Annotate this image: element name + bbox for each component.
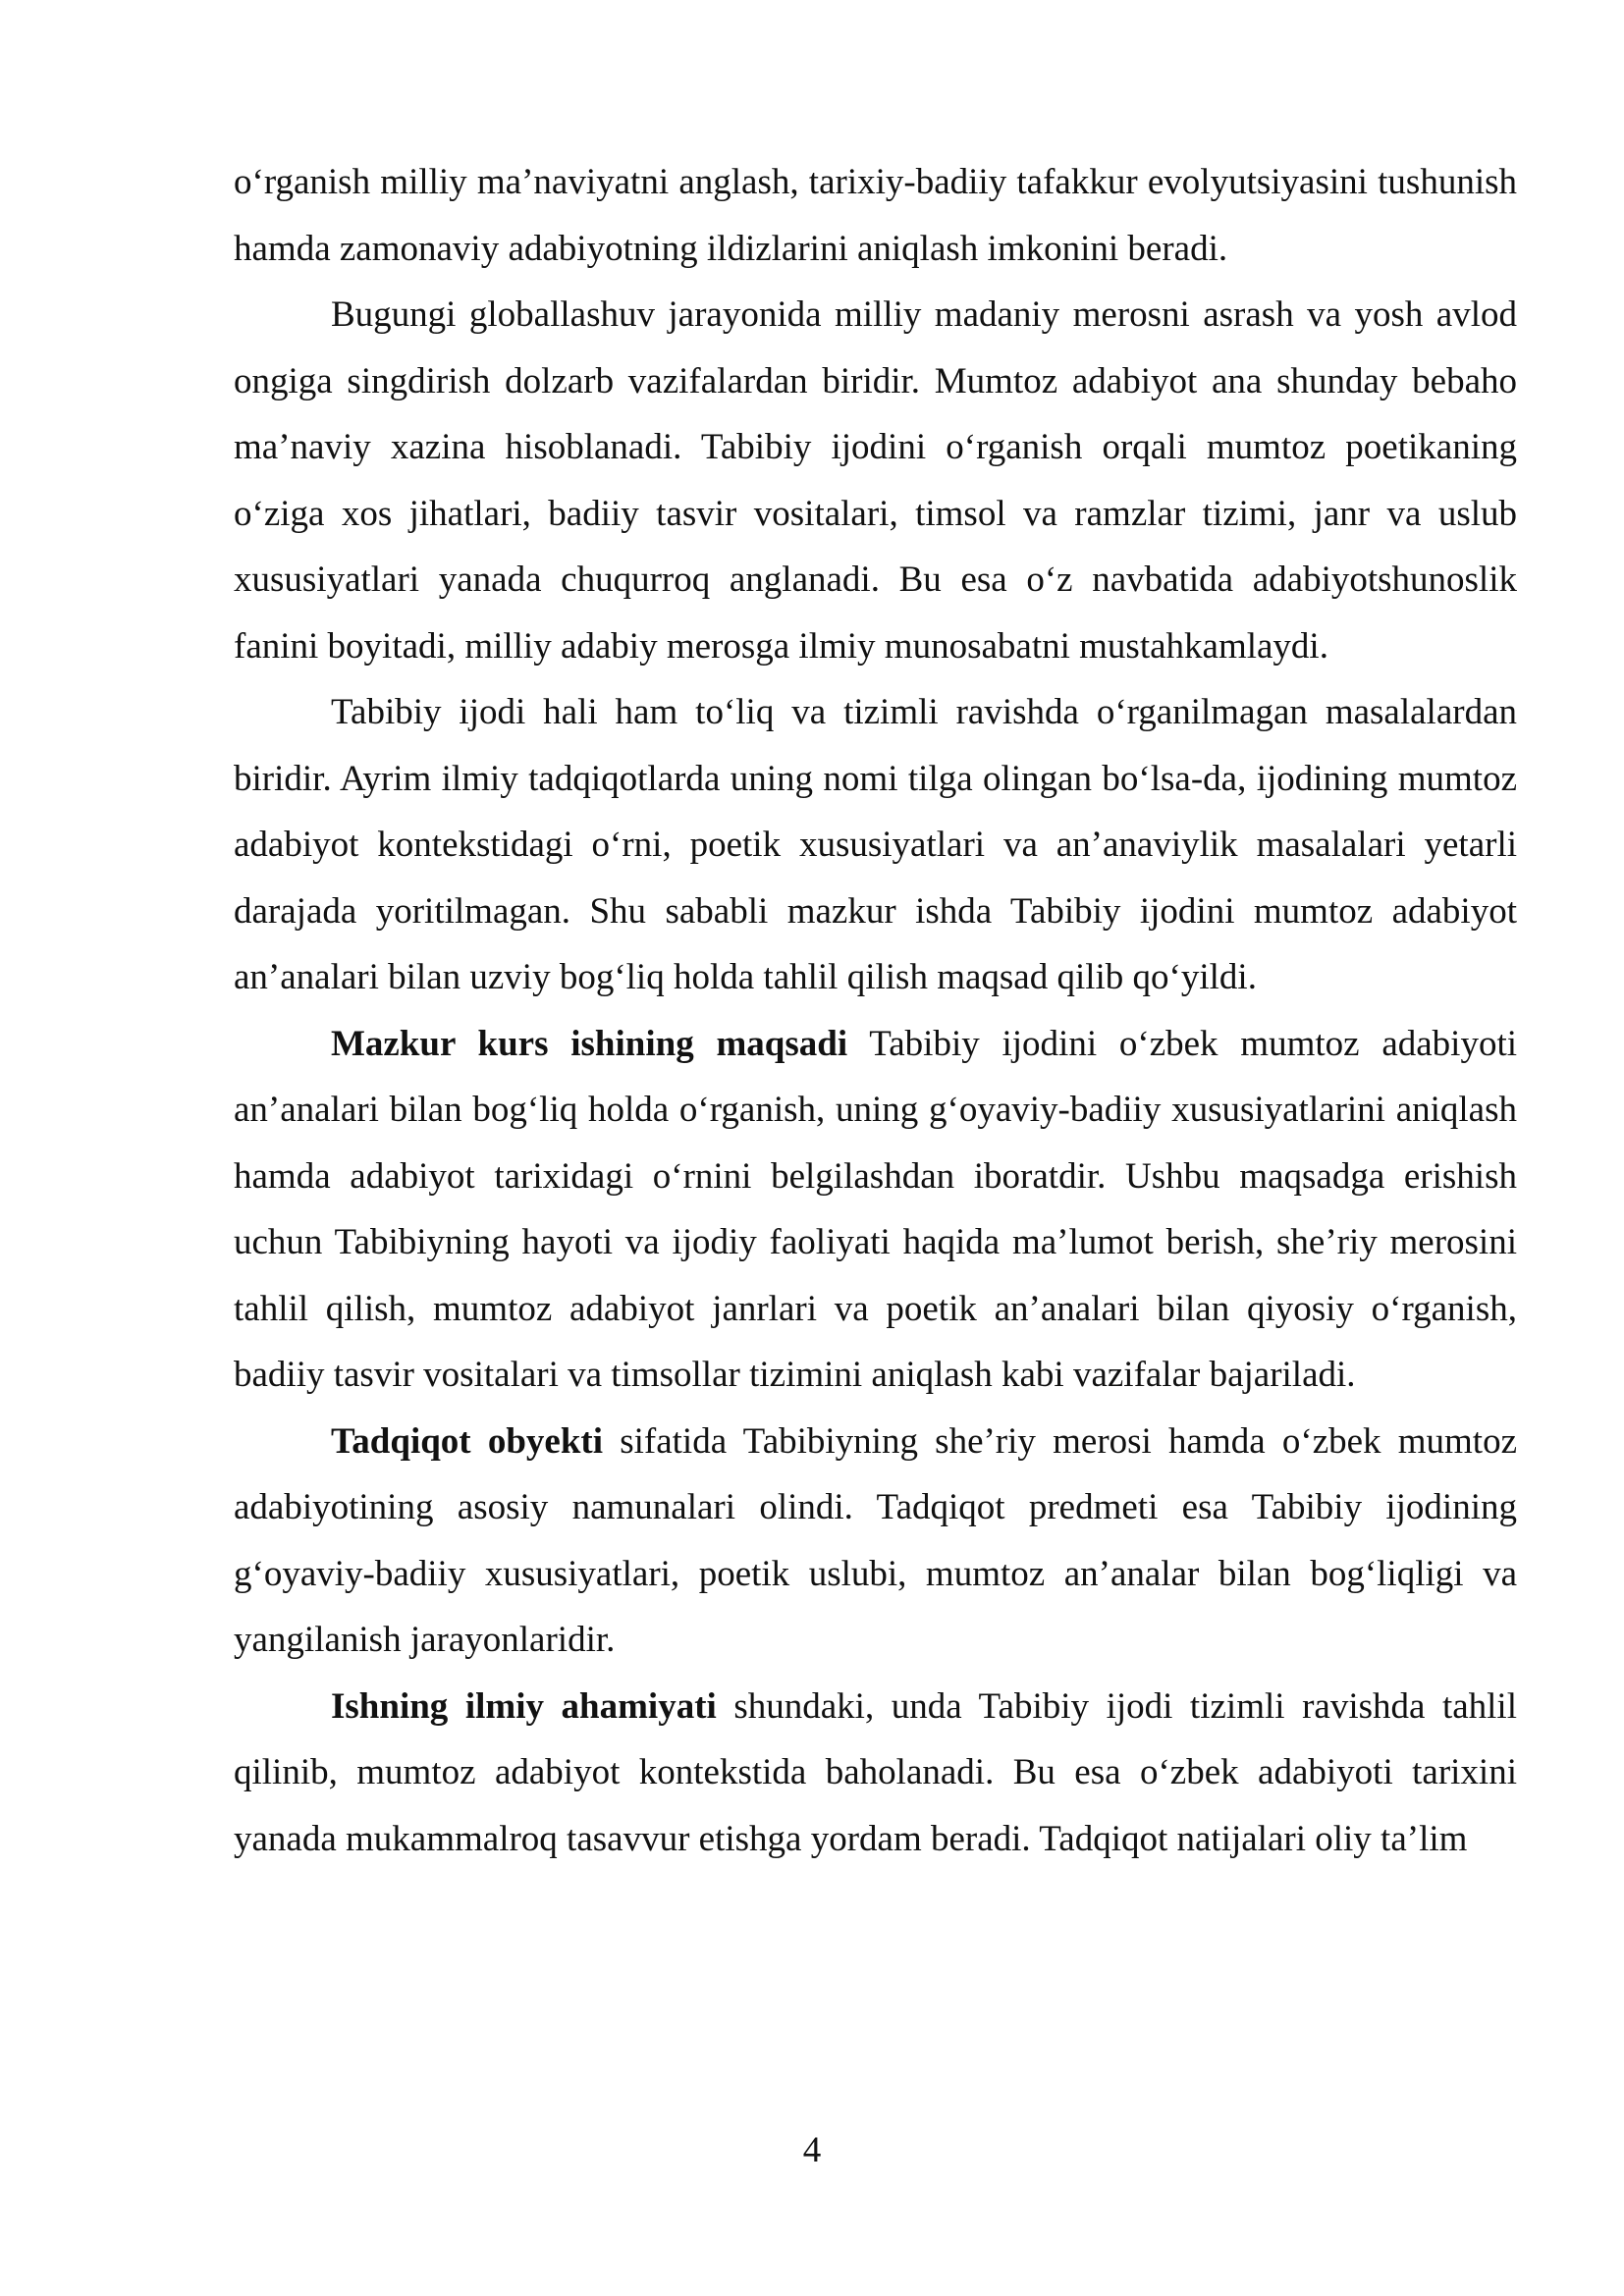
paragraph-text: sifatida Tabibiyning she’riy merosi hamda o‘zbek mumtoz adabiyotining asosiy namunalari olindi. Tadqiqot predmeti esa Tabibiy ijodining g‘oyaviy-badiiy xususiyatlari, poetik uslubi, mumtoz an’analar bilan bog‘liqligi va yangilanish jarayonlaridir. — [234, 1420, 1518, 1660]
paragraph-globalization — [234, 282, 1517, 679]
paragraph-text: o‘rganish milliy ma’naviyatni anglash, tarixiy-badiiy tafakkur evolyutsiyasini tushunish hamda zamonaviy adabiyotning ildizlarini aniqlash imkonini beradi. — [234, 162, 1517, 269]
page-number: 4 — [802, 2130, 822, 2170]
paragraph-continuation — [234, 149, 1517, 282]
paragraph-research-gap — [234, 679, 1517, 1011]
paragraph-goal — [234, 1011, 1517, 1409]
paragraph-lead-bold: Mazkur kurs ishining maqsadi — [331, 1023, 848, 1064]
paragraph-object — [234, 1409, 1517, 1674]
paragraph-text: Tabibiy ijodi hali ham to‘liq va tizimli ravishda o‘rganilmagan masalalardan biridir. Ayrim ilmiy tadqiqotlarda uning nomi tilga olingan bo‘lsa-da, ijodining mumtoz adabiyot kontekstidagi o‘rni, poetik xususiyatlari va an’anaviylik masalalari yetarli darajada yoritilmagan. Shu sababli mazkur ishda Tabibiy ijodini mumtoz adabiyot an’analari bilan uzviy bog‘liq holda tahlil qilish maqsad qilib qo‘yildi. — [234, 692, 1517, 997]
paragraph-lead-bold: Ishning ilmiy ahamiyati — [331, 1685, 717, 1727]
paragraph-text: shundaki, unda Tabibiy ijodi tizimli ravishda tahlil qilinib, mumtoz adabiyot kontekstida baholanadi. Bu esa o‘zbek adabiyoti tarixini yanada mukammalroq tasavvur etishga yordam beradi. Tadqiqot natijalari oliy ta’lim — [234, 1685, 1517, 1859]
body-text — [234, 149, 1517, 1872]
paragraph-lead-bold: Tadqiqot obyekti — [331, 1420, 604, 1462]
paragraph-significance — [234, 1674, 1517, 1873]
paragraph-text: Tabibiy ijodini o‘zbek mumtoz adabiyoti an’analari bilan bog‘liq holda o‘rganish, uning g‘oyaviy-badiiy xususiyatlarini aniqlash hamda adabiyot tarixidagi o‘rnini belgilashdan iboratdir. Ushbu maqsadga erishish uchun Tabibiyning hayoti va ijodiy faoliyati haqida ma’lumot berish, she’riy merosini tahlil qilish, mumtoz adabiyot janrlari va poetik an’analari bilan qiyosiy o‘rganish, badiiy tasvir vositalari va timsollar tizimini aniqlash kabi vazifalar bajariladi. — [234, 1023, 1518, 1395]
paragraph-text: Bugungi globallashuv jarayonida milliy madaniy merosni asrash va yosh avlod ongiga singdirish dolzarb vazifalardan biridir. Mumtoz adabiyot ana shunday bebaho ma’naviy xazina hisoblanadi. Tabibiy ijodini o‘rganish orqali mumtoz poetikaning o‘ziga xos jihatlari, badiiy tasvir vositalari, timsol va ramzlar tizimi, janr va uslub xususiyatlari yanada chuqurroq anglanadi. Bu esa o‘z navbatida adabiyotshunoslik fanini boyitadi, milliy adabiy merosga ilmiy munosabatni mustahkamlaydi. — [234, 294, 1517, 667]
